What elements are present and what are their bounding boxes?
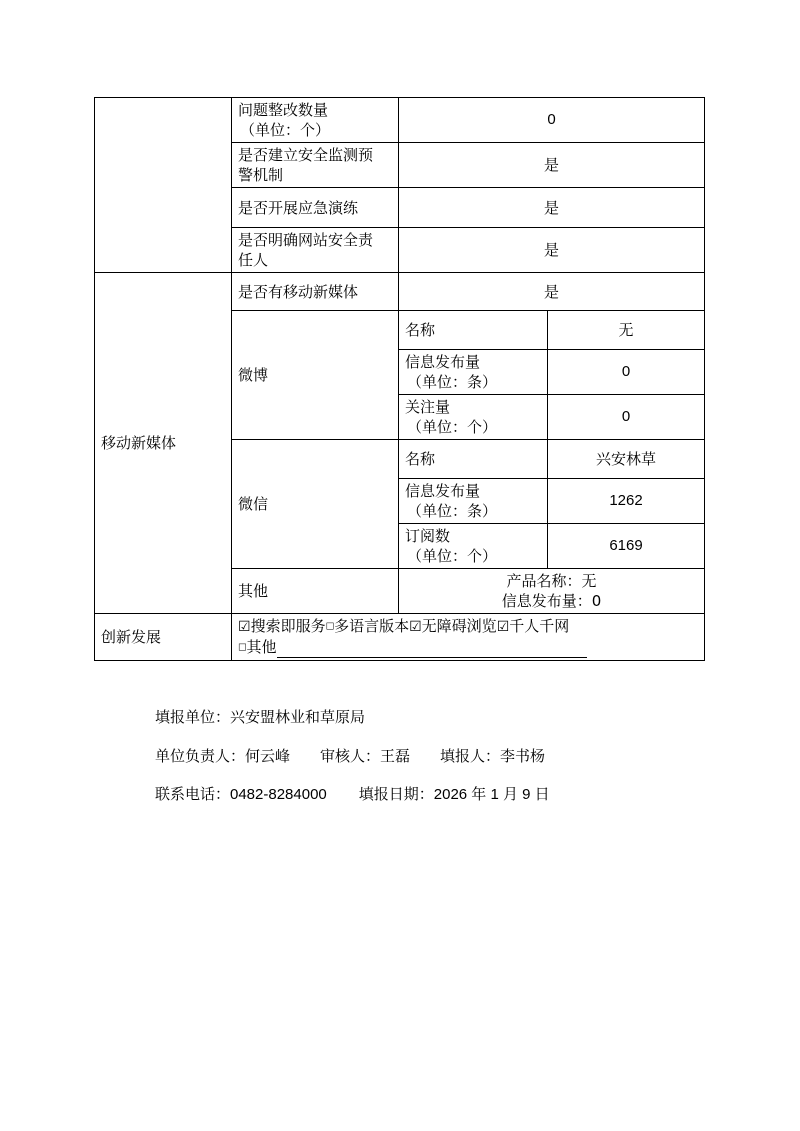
option-multilingual: 多语言版本 <box>334 617 410 635</box>
sub-value: 6169 <box>548 524 705 569</box>
row-label: 问题整改数量 （单位：个） <box>232 98 399 143</box>
row-value: 是 <box>399 228 705 273</box>
report-table <box>94 97 705 661</box>
option-other: 其他 <box>246 638 277 656</box>
mobile-section-label: 移动新媒体 <box>95 273 232 614</box>
wechat-label: 微信 <box>232 440 399 569</box>
other-posts: 信息发布量：0 <box>501 592 602 610</box>
sub-value: 0 <box>548 395 705 440</box>
checked-box-icon: ☑ <box>496 619 510 635</box>
sub-label: 信息发布量 （单位：条） <box>399 479 548 524</box>
row-label: 是否明确网站安全责 任人 <box>232 228 399 273</box>
other-value <box>399 569 705 614</box>
blank-section-cell <box>95 98 232 273</box>
blank-line <box>277 641 587 658</box>
option-personalized: 千人千网 <box>509 617 570 635</box>
footer-filler: 填报人：李书杨 <box>440 747 546 765</box>
row-value: 0 <box>399 98 705 143</box>
checked-box-icon: ☑ <box>409 619 422 635</box>
footer-unit: 填报单位：兴安盟林业和草原局 <box>155 708 366 726</box>
footer-signers <box>155 745 545 766</box>
sub-value: 兴安林草 <box>548 440 705 479</box>
option-accessibility: 无障碍浏览 <box>421 617 497 635</box>
sub-label: 信息发布量 （单位：条） <box>399 350 548 395</box>
checked-box-icon: ☑ <box>238 619 251 635</box>
footer-date: 填报日期：2026 年 1 月 9 日 <box>358 786 550 803</box>
footer-reviewer: 审核人：王磊 <box>320 747 411 765</box>
row-value: 是 <box>399 143 705 188</box>
innovation-options <box>232 614 705 661</box>
table-row <box>95 614 705 661</box>
sub-value: 无 <box>548 311 705 350</box>
unchecked-box-icon: □ <box>325 621 335 632</box>
other-product-name: 产品名称：无 <box>506 572 597 590</box>
sub-label: 名称 <box>399 440 548 479</box>
row-label: 是否建立安全监测预 警机制 <box>232 143 399 188</box>
sub-label: 关注量 （单位：个） <box>399 395 548 440</box>
innovation-label: 创新发展 <box>95 614 232 661</box>
row-label: 是否开展应急演练 <box>232 188 399 228</box>
footer-leader: 单位负责人：何云峰 <box>155 747 291 765</box>
option-search-service: 搜索即服务 <box>250 617 326 635</box>
row-label: 是否有移动新媒体 <box>232 273 399 311</box>
row-value: 是 <box>399 188 705 228</box>
unchecked-box-icon: □ <box>238 642 247 653</box>
other-label: 其他 <box>232 569 399 614</box>
sub-value: 1262 <box>548 479 705 524</box>
row-value: 是 <box>399 273 705 311</box>
weibo-label: 微博 <box>232 311 399 440</box>
table-row <box>95 98 705 143</box>
sub-value: 0 <box>548 350 705 395</box>
sub-label: 订阅数 （单位：个） <box>399 524 548 569</box>
table-row <box>95 273 705 311</box>
footer-phone: 联系电话：0482-8284000 <box>155 786 327 803</box>
footer-contact <box>155 783 550 804</box>
sub-label: 名称 <box>399 311 548 350</box>
